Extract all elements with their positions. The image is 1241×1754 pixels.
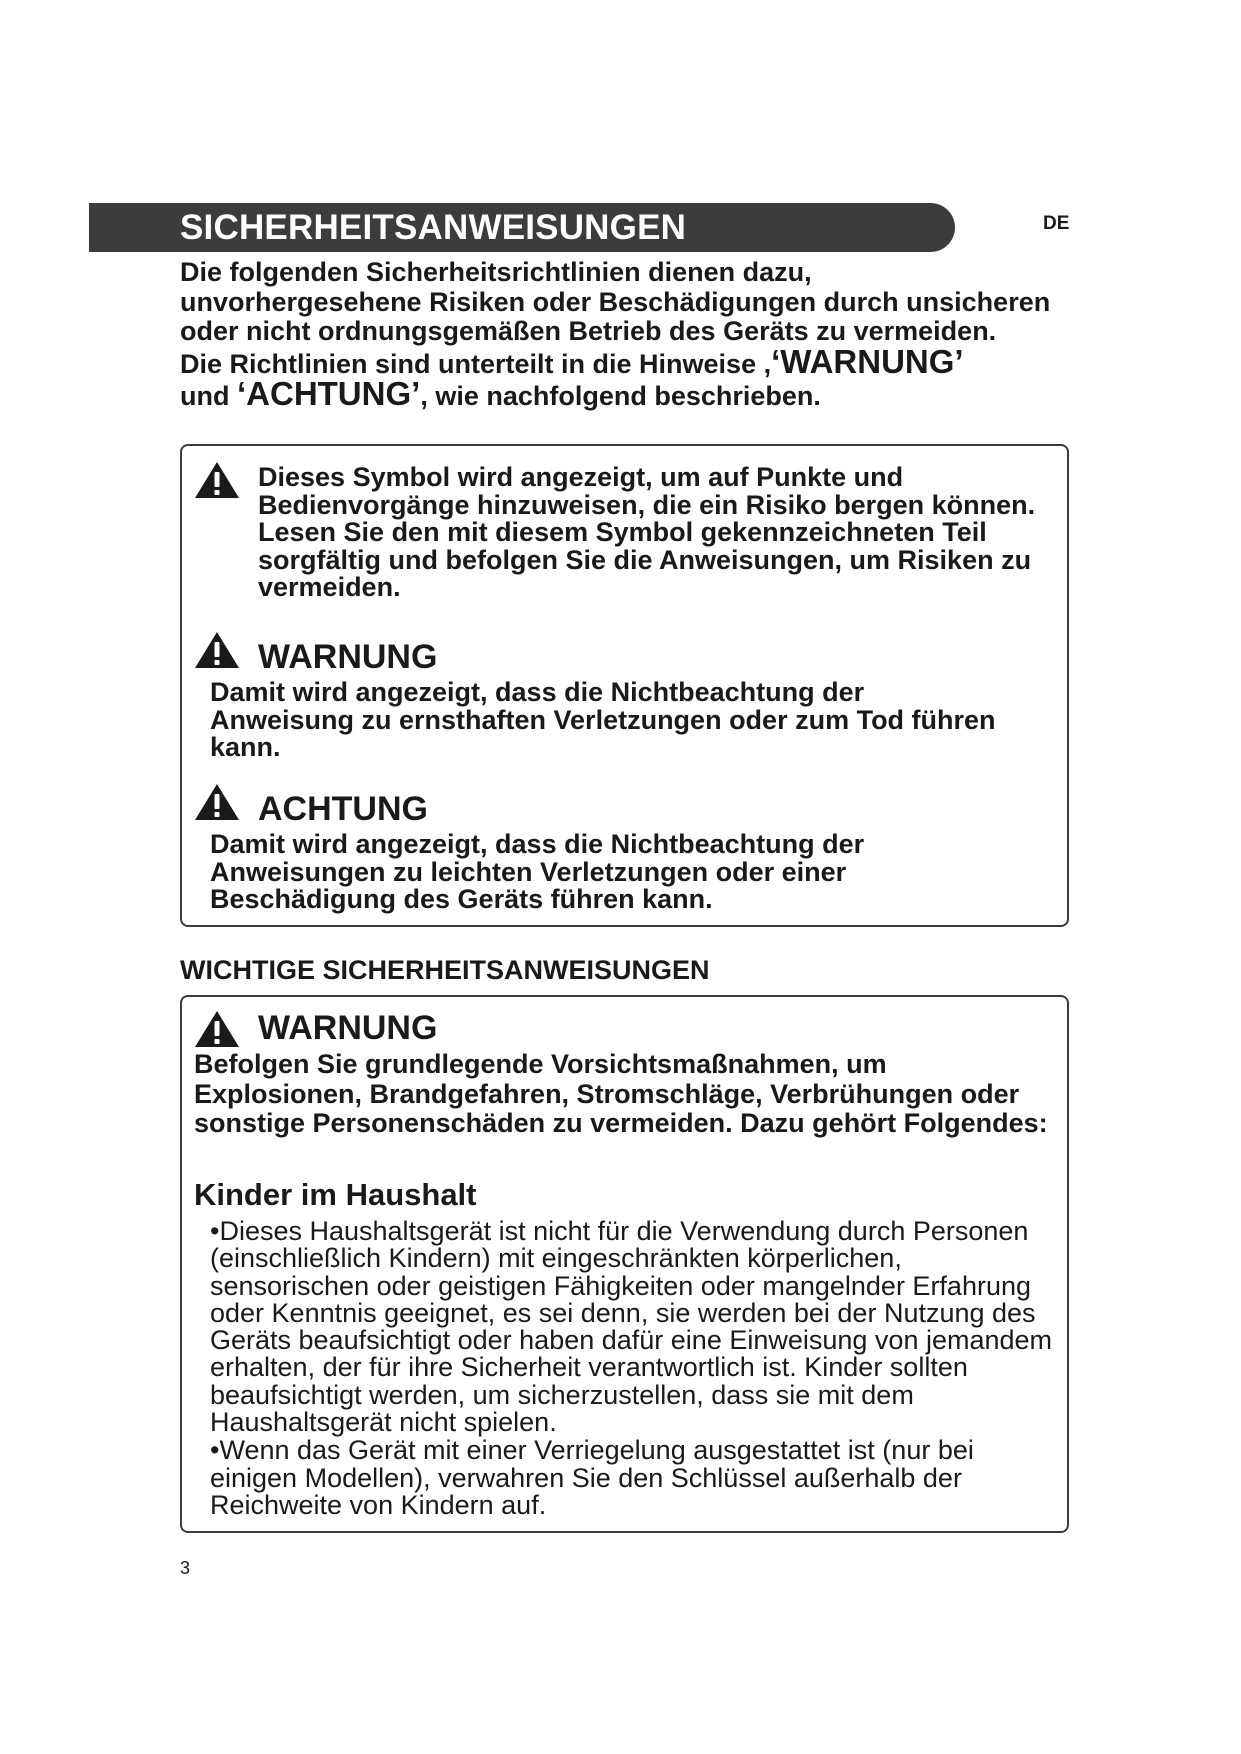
important-warnung-text: Befolgen Sie grundlegende Vorsichtsmaßnahmen, um Explosionen, Brandgefahren, Stromschläge, Verbrühungen oder sonstige Personenschäden zu vermeiden. Dazu gehört Folgendes:	[194, 1049, 1048, 1138]
important-warnung-heading: WARNUNG	[258, 1009, 438, 1047]
important-section-title: WICHTIGE SICHERHEITSANWEISUNGEN	[180, 955, 710, 985]
warning-triangle-icon	[194, 1010, 240, 1048]
list-item: •Dieses Haushaltsgerät ist nicht für die Verwendung durch Personen (einschließlich Kindern) mit eingeschränkten körperlichen, sensorischen oder geistigen Fähigkeiten oder mangelnder Erfahrung oder Kenntnis geeignet, es sei denn, sie werden bei der Nutzung des Geräts beaufsichtigt oder haben dafür eine Einweisung von jemandem erhalten, der für ihre Sicherheit verantwortlich ist. Kinder sollten beaufsichtigt werden, um sicherzustellen, dass sie mit dem Haushaltsgerät nicht spielen.	[210, 1216, 1053, 1438]
warning-triangle-icon	[194, 461, 240, 499]
intro-paragraph-1: Die folgenden Sicherheitsrichtlinien dienen dazu, unvorhergesehene Risiken oder Beschädigungen durch unsicheren oder nicht ordnungsgemäßen Betrieb des Geräts zu vermeiden.	[180, 257, 1051, 346]
warnung-heading: WARNUNG	[258, 638, 438, 676]
warning-triangle-icon	[194, 631, 240, 669]
children-subheading: Kinder im Haushalt	[194, 1177, 477, 1212]
page-title: SICHERHEITSANWEISUNGEN	[180, 208, 687, 247]
intro-p2-text: Die Richtlinien sind unterteilt in die Hinweise ,	[180, 348, 772, 379]
intro-p2-end: , wie nachfolgend beschrieben.	[420, 381, 821, 411]
symbol-description: Dieses Symbol wird angezeigt, um auf Punkte und Bedienvorgänge hinzuweisen, die ein Risiko bergen können. Lesen Sie den mit diesem Symbol gekennzeichneten Teil sorgfältig und befolgen Sie die Anweisungen, um Risiken zu vermeiden.	[258, 462, 1036, 602]
language-code: DE	[1043, 213, 1070, 234]
intro-achtung-term: ‘ACHTUNG’	[236, 375, 421, 412]
warning-triangle-icon	[194, 783, 240, 821]
achtung-description: Damit wird angezeigt, dass die Nichtbeachtung der Anweisungen zu leichten Verletzungen oder einer Beschädigung des Geräts führen kann.	[210, 829, 865, 914]
achtung-heading: ACHTUNG	[258, 790, 428, 828]
intro-text	[180, 258, 1060, 412]
children-bullet-list	[210, 1218, 1060, 1520]
intro-p2-und: und	[180, 381, 237, 411]
intro-warnung-term: ‘WARNUNG’	[771, 342, 964, 380]
intro-paragraph-2	[180, 342, 1060, 412]
page-number: 3	[180, 1558, 191, 1578]
warnung-description: Damit wird angezeigt, dass die Nichtbeachtung der Anweisung zu ernsthaften Verletzungen oder zum Tod führen kann.	[210, 677, 996, 762]
list-item: •Wenn das Gerät mit einer Verriegelung ausgestattet ist (nur bei einigen Modellen), verwahren Sie den Schlüssel außerhalb der Reichweite von Kindern auf.	[210, 1435, 974, 1520]
